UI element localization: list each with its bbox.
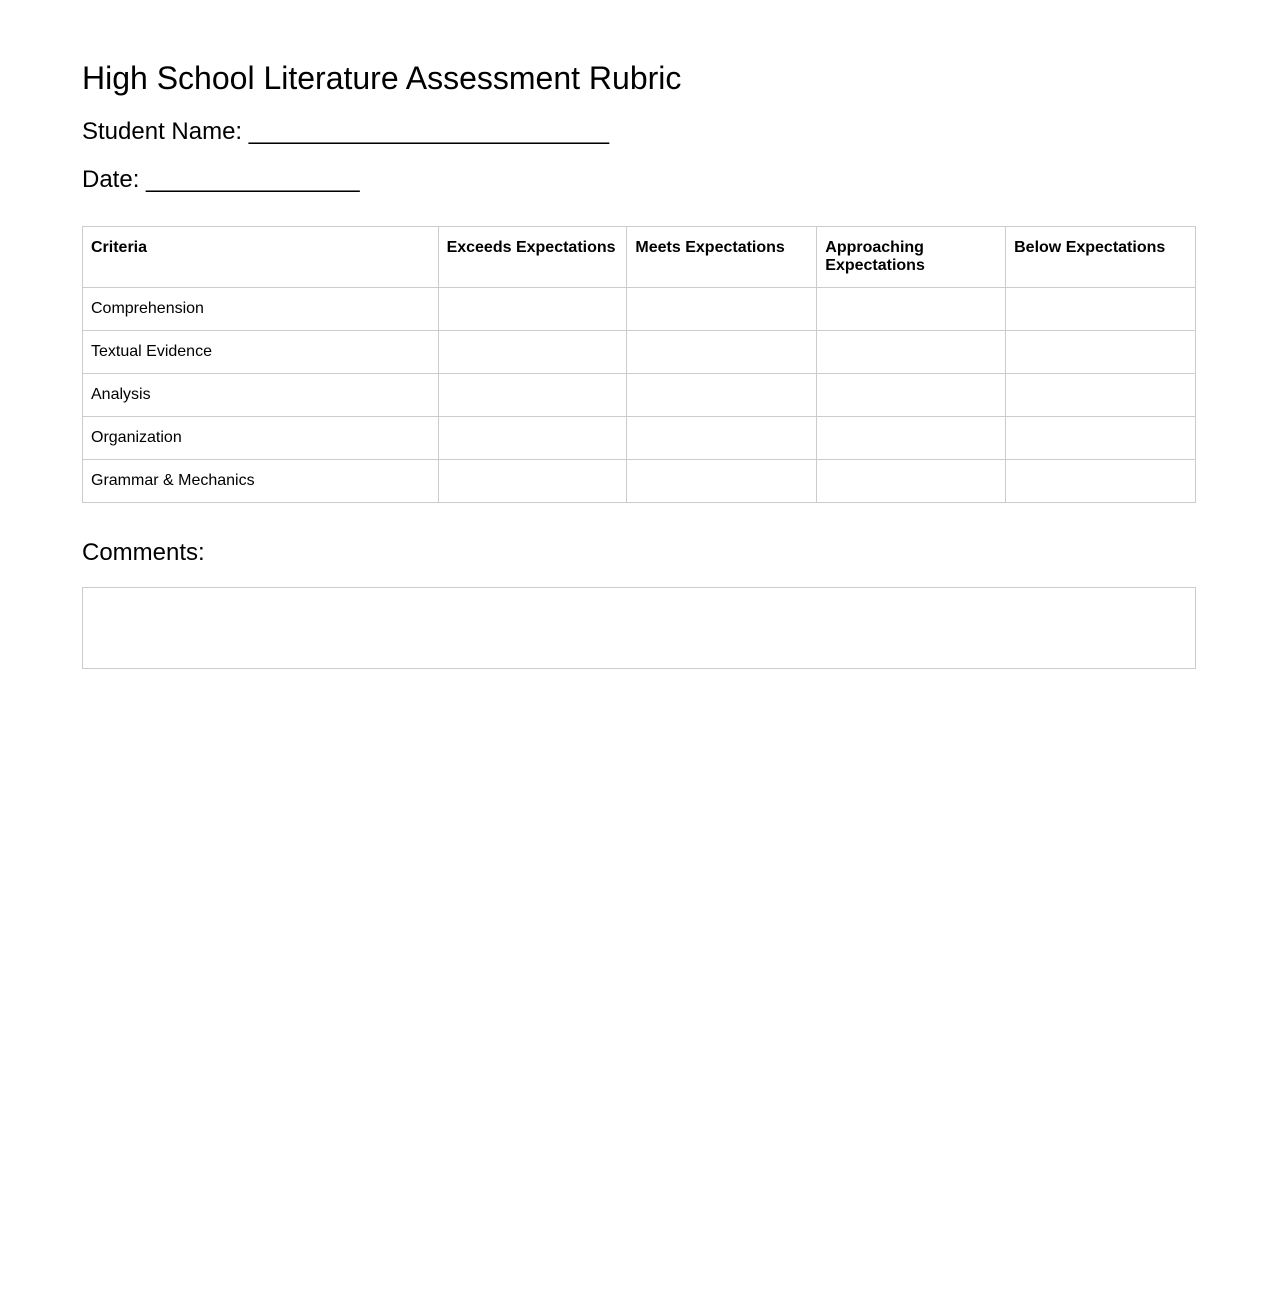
approaching-cell [817, 374, 1006, 417]
exceeds-cell [438, 331, 627, 374]
meets-cell [627, 288, 817, 331]
date-field: Date: ________________ [82, 166, 360, 193]
comments-label: Comments: [82, 539, 205, 566]
table-row [83, 417, 1196, 460]
criteria-cell: Analysis [83, 374, 439, 417]
below-cell [1006, 331, 1196, 374]
table-row [83, 460, 1196, 503]
table-row [83, 374, 1196, 417]
approaching-cell [817, 331, 1006, 374]
header-exceeds-expectations: Exceeds Expectations [438, 227, 627, 288]
exceeds-cell [438, 288, 627, 331]
exceeds-cell [438, 460, 627, 503]
header-meets-expectations: Meets Expectations [627, 227, 817, 288]
criteria-cell: Textual Evidence [83, 331, 439, 374]
header-criteria: Criteria [83, 227, 439, 288]
student-name-field: Student Name: ___________________________ [82, 118, 610, 145]
meets-cell [627, 374, 817, 417]
table-header-row [83, 227, 1196, 288]
rubric-table [82, 226, 1196, 503]
below-cell [1006, 288, 1196, 331]
criteria-cell: Organization [83, 417, 439, 460]
header-below-expectations: Below Expectations [1006, 227, 1196, 288]
table-row [83, 288, 1196, 331]
meets-cell [627, 417, 817, 460]
header-approaching-expectations: Approaching Expectations [817, 227, 1006, 288]
meets-cell [627, 460, 817, 503]
table-row [83, 331, 1196, 374]
exceeds-cell [438, 417, 627, 460]
criteria-cell: Grammar & Mechanics [83, 460, 439, 503]
criteria-cell: Comprehension [83, 288, 439, 331]
below-cell [1006, 460, 1196, 503]
approaching-cell [817, 417, 1006, 460]
approaching-cell [817, 288, 1006, 331]
below-cell [1006, 417, 1196, 460]
below-cell [1006, 374, 1196, 417]
comments-box[interactable] [82, 587, 1196, 669]
page-title: High School Literature Assessment Rubric [82, 60, 682, 96]
approaching-cell [817, 460, 1006, 503]
exceeds-cell [438, 374, 627, 417]
meets-cell [627, 331, 817, 374]
